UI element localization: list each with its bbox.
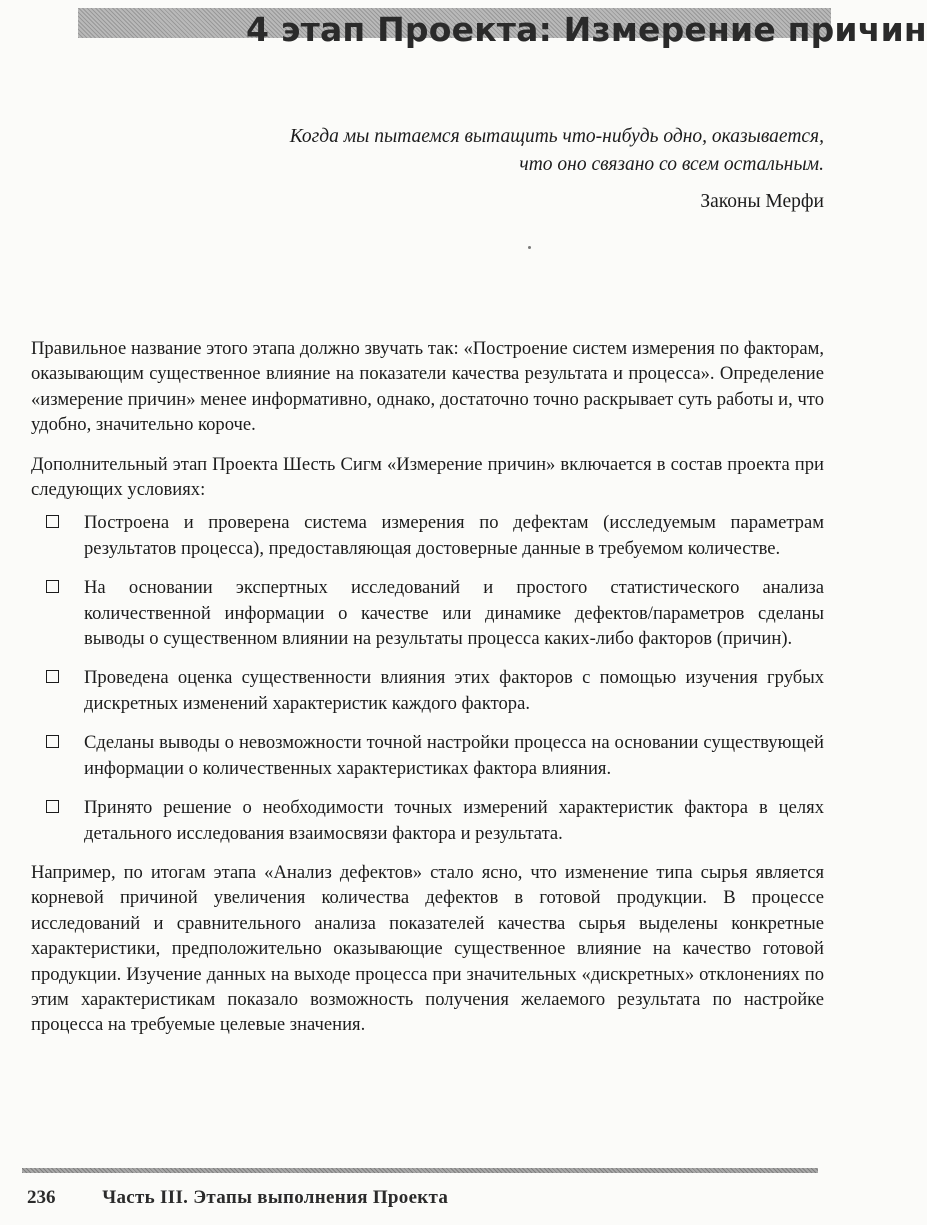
checklist-item-text: Принято решение о необходимости точных измерений характеристик фактора в целях детального исследования взаимосвязи фактора и результата. bbox=[84, 797, 824, 844]
page-footer bbox=[27, 1185, 448, 1211]
paragraph: Например, по итогам этапа «Анализ дефектов» стало ясно, что изменение типа сырья является корневой причиной увеличения количества дефектов в готовой продукции. В процессе исследований и сравнительного анализа показателей качества сырья выделены конкретные характеристики, предположительно оказывающие существенное влияние на качество готовой продукции. Изучение данных на выходе процесса при значительных «дискретных» отклонениях по этим характеристикам показало возможность получения желаемого результата по настройке процесса на требуемые целевые значения. bbox=[31, 861, 824, 1036]
epigraph-source: Законы Мерфи bbox=[700, 191, 824, 212]
paragraph: Дополнительный этап Проекта Шесть Сигм «Измерение причин» включается в состав проекта при следующих условиях: bbox=[31, 453, 824, 501]
checklist-item bbox=[31, 795, 824, 846]
paragraph: Правильное название этого этапа должно звучать так: «Построение систем измерения по факторам, оказывающим существенное влияние на показатели качества результата и процесса». Определение «измерение причин» менее информативно, однако, достаточно точно раскрывает суть работы и, что удобно, значительно короче. bbox=[31, 338, 824, 436]
checklist-item-text: Сделаны выводы о невозможности точной настройки процесса на основании существующей информации о количественных характеристиках фактора влияния. bbox=[84, 732, 824, 779]
page-number: 236 bbox=[27, 1187, 56, 1208]
epigraph-line: что оно связано со всем остальным. bbox=[519, 154, 824, 175]
checklist-item-text: Построена и проверена система измерения по дефектам (исследуемым параметрам результатов процесса), предоставляющая достоверные данные в требуемом количестве. bbox=[84, 512, 824, 559]
body-text bbox=[31, 336, 824, 1038]
checklist-item-text: На основании экспертных исследований и простого статистического анализа количественной информации о качестве или динамике дефектов/параметров сделаны выводы о существенном влиянии на результаты процесса каких-либо факторов (причин). bbox=[84, 577, 824, 650]
checkbox-icon bbox=[46, 800, 59, 813]
epigraph bbox=[184, 123, 824, 216]
checklist-item bbox=[31, 730, 824, 781]
checkbox-icon bbox=[46, 580, 59, 593]
running-head: Часть III. Этапы выполнения Проекта bbox=[102, 1187, 449, 1208]
scan-speck bbox=[528, 246, 531, 249]
checkbox-icon bbox=[46, 735, 59, 748]
conditions-checklist bbox=[31, 510, 824, 845]
chapter-header-band bbox=[78, 8, 927, 49]
checkbox-icon bbox=[46, 670, 59, 683]
footer-rule bbox=[22, 1168, 818, 1173]
checklist-item bbox=[31, 665, 824, 716]
checklist-item bbox=[31, 575, 824, 651]
checkbox-icon bbox=[46, 515, 59, 528]
chapter-title: 4 этап Проекта: Измерение причин bbox=[246, 10, 927, 49]
checklist-item bbox=[31, 510, 824, 561]
checklist-item-text: Проведена оценка существенности влияния этих факторов с помощью изучения грубых дискретных изменений характеристик каждого фактора. bbox=[84, 667, 824, 714]
epigraph-line: Когда мы пытаемся вытащить что-нибудь одно, оказывается, bbox=[289, 126, 824, 147]
